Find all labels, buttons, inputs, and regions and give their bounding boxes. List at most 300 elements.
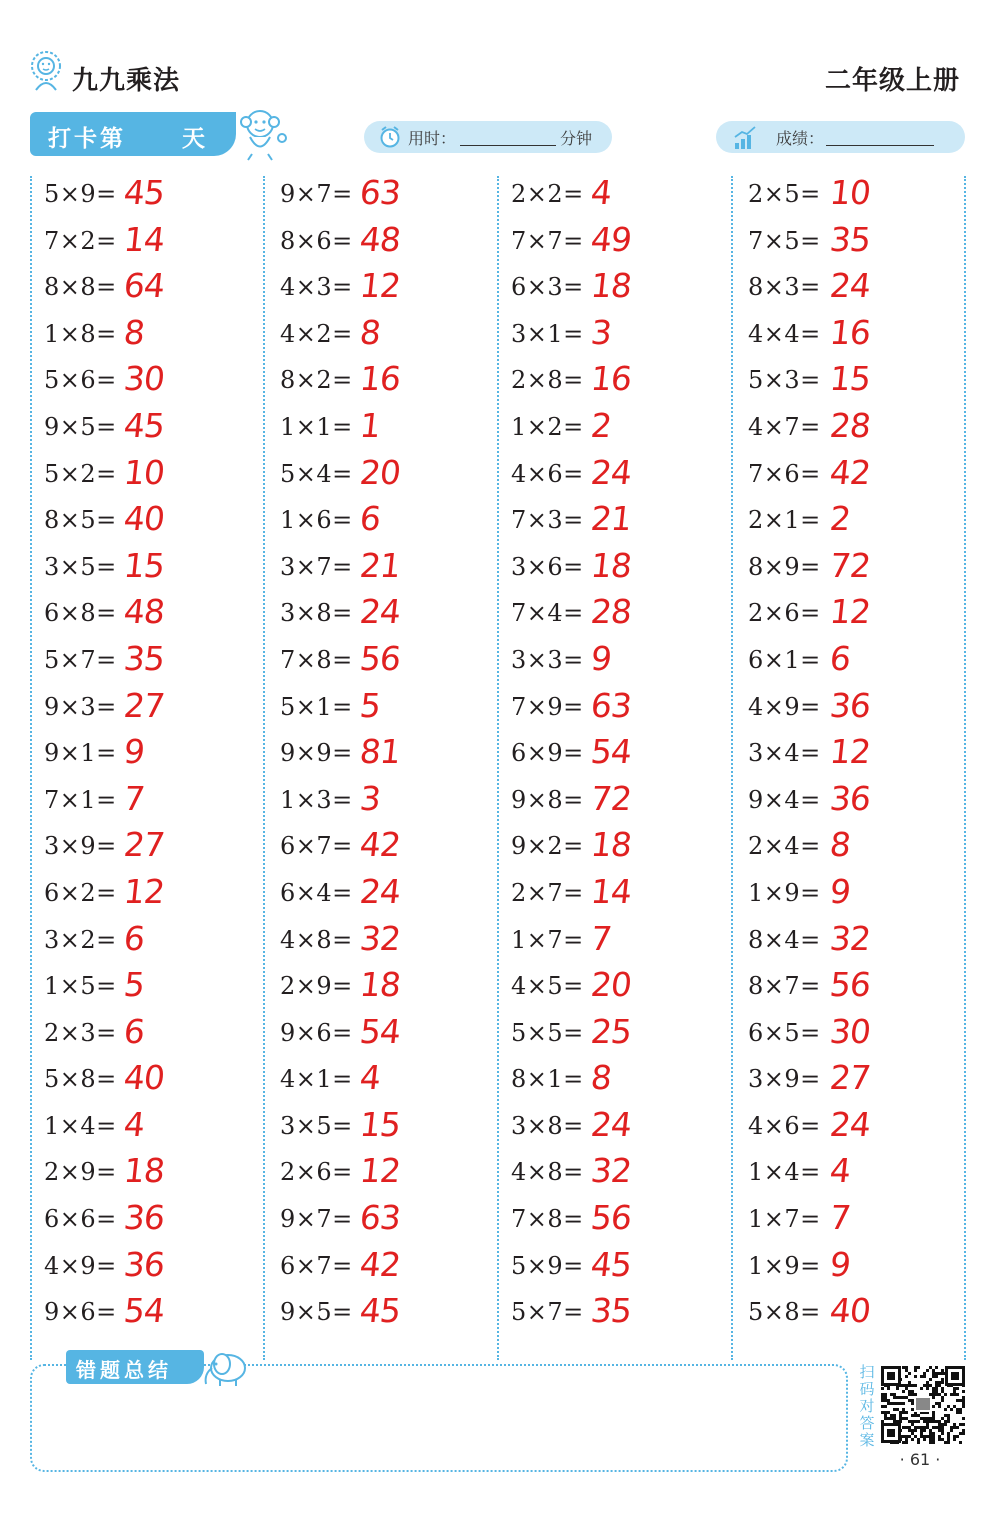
problem-column-3 <box>511 172 726 1337</box>
handwritten-answer: 18 <box>588 266 634 306</box>
mistake-summary-label: 错题总结 <box>76 1358 172 1382</box>
problem-question: 3×5= <box>44 552 117 581</box>
handwritten-answer: 24 <box>588 1104 634 1144</box>
problem-question: 8×3= <box>748 273 821 302</box>
problem-question: 4×6= <box>511 459 584 488</box>
monkey-icon <box>232 104 292 162</box>
handwritten-answer: 5 <box>121 965 147 1005</box>
problem-question: 9×2= <box>511 832 584 861</box>
handwritten-answer: 27 <box>121 685 167 725</box>
problem-question: 1×9= <box>748 878 821 907</box>
handwritten-answer: 25 <box>588 1011 634 1051</box>
problem-question: 1×2= <box>511 412 584 441</box>
handwritten-answer: 4 <box>121 1104 147 1144</box>
handwritten-answer: 63 <box>588 685 634 725</box>
problem-question: 4×6= <box>748 1111 821 1140</box>
problem-question: 8×7= <box>748 972 821 1001</box>
problem-row <box>280 1104 495 1151</box>
handwritten-answer: 45 <box>121 173 167 212</box>
problem-row <box>511 312 726 359</box>
handwritten-answer: 8 <box>357 312 383 352</box>
problem-question: 2×9= <box>280 972 353 1001</box>
problem-question: 6×5= <box>748 1018 821 1047</box>
problem-row <box>748 545 963 592</box>
problem-row <box>280 871 495 918</box>
handwritten-answer: 72 <box>827 545 873 585</box>
handwritten-answer: 48 <box>121 592 167 632</box>
problem-row <box>748 685 963 732</box>
handwritten-answer: 6 <box>121 1011 147 1051</box>
problem-row <box>511 545 726 592</box>
handwritten-answer: 12 <box>827 592 873 632</box>
problem-question: 5×8= <box>748 1298 821 1327</box>
problem-row <box>748 1011 963 1058</box>
problem-row <box>44 731 259 778</box>
handwritten-answer: 28 <box>827 405 873 445</box>
problem-row <box>511 591 726 638</box>
handwritten-answer: 21 <box>588 499 634 539</box>
problem-question: 7×9= <box>511 692 584 721</box>
problem-row <box>511 1104 726 1151</box>
handwritten-answer: 42 <box>357 1244 403 1284</box>
problem-question: 3×2= <box>44 925 117 954</box>
problem-row <box>280 405 495 452</box>
problem-question: 6×1= <box>748 645 821 674</box>
problem-row <box>511 731 726 778</box>
problem-question: 1×8= <box>44 319 117 348</box>
problem-question: 8×5= <box>44 506 117 535</box>
problem-question: 2×4= <box>748 832 821 861</box>
problem-row <box>748 591 963 638</box>
book-title: 九九乘法 <box>72 66 181 96</box>
handwritten-answer: 16 <box>357 359 403 399</box>
problem-question: 6×9= <box>511 739 584 768</box>
problem-question: 3×7= <box>280 552 353 581</box>
problem-row <box>748 1150 963 1197</box>
problem-question: 5×7= <box>511 1298 584 1327</box>
grade-label: 二年级上册 <box>824 66 960 96</box>
problem-row <box>511 358 726 405</box>
problem-row <box>44 871 259 918</box>
handwritten-answer: 15 <box>827 359 873 399</box>
problem-question: 8×9= <box>748 552 821 581</box>
problem-row <box>280 1244 495 1291</box>
handwritten-answer: 9 <box>121 732 147 772</box>
problem-question: 8×6= <box>280 226 353 255</box>
handwritten-answer: 24 <box>357 592 403 632</box>
problem-row <box>44 638 259 685</box>
handwritten-answer: 4 <box>357 1058 383 1098</box>
problem-question: 4×5= <box>511 972 584 1001</box>
handwritten-answer: 42 <box>357 825 403 865</box>
problem-question: 1×6= <box>280 506 353 535</box>
handwritten-answer: 3 <box>588 312 614 352</box>
handwritten-answer: 9 <box>827 871 853 911</box>
handwritten-answer: 18 <box>588 545 634 585</box>
handwritten-answer: 15 <box>357 1104 403 1144</box>
time-field <box>364 121 612 153</box>
handwritten-answer: 14 <box>121 219 167 259</box>
problem-question: 9×9= <box>280 739 353 768</box>
handwritten-answer: 24 <box>588 452 634 492</box>
problem-question: 5×8= <box>44 1065 117 1094</box>
handwritten-answer: 45 <box>121 405 167 445</box>
problem-row <box>748 964 963 1011</box>
problem-row <box>511 1057 726 1104</box>
problem-row <box>280 731 495 778</box>
problem-question: 6×2= <box>44 878 117 907</box>
handwritten-answer: 48 <box>357 219 403 259</box>
handwritten-answer: 16 <box>588 359 634 399</box>
problem-question: 6×7= <box>280 832 353 861</box>
problem-row <box>44 1244 259 1291</box>
problem-row <box>44 219 259 266</box>
problem-question: 3×8= <box>280 599 353 628</box>
problem-row <box>280 312 495 359</box>
problem-row <box>748 778 963 825</box>
problem-row <box>748 1244 963 1291</box>
problem-question: 6×6= <box>44 1205 117 1234</box>
problem-question: 4×8= <box>280 925 353 954</box>
handwritten-answer: 8 <box>121 312 147 352</box>
problem-question: 5×4= <box>280 459 353 488</box>
column-divider <box>30 176 32 1360</box>
problem-question: 9×1= <box>44 739 117 768</box>
problem-question: 9×5= <box>280 1298 353 1327</box>
problem-row <box>280 638 495 685</box>
problem-question: 9×6= <box>280 1018 353 1047</box>
handwritten-answer: 1 <box>357 405 383 445</box>
column-divider <box>263 176 265 1360</box>
handwritten-answer: 5 <box>357 685 383 725</box>
handwritten-answer: 72 <box>588 778 634 818</box>
handwritten-answer: 63 <box>357 1198 403 1238</box>
problem-row <box>44 265 259 312</box>
problem-question: 6×3= <box>511 273 584 302</box>
handwritten-answer: 36 <box>121 1244 167 1284</box>
problem-question: 1×7= <box>511 925 584 954</box>
column-divider <box>731 176 733 1360</box>
problem-row <box>748 172 963 219</box>
problem-row <box>748 638 963 685</box>
handwritten-answer: 36 <box>827 778 873 818</box>
checkin-day-suffix: 天 <box>182 126 205 152</box>
handwritten-answer: 15 <box>121 545 167 585</box>
handwritten-answer: 9 <box>588 638 614 678</box>
qr-code-icon[interactable] <box>880 1366 966 1444</box>
problem-question: 3×4= <box>748 739 821 768</box>
problem-row <box>511 1197 726 1244</box>
handwritten-answer: 24 <box>827 1104 873 1144</box>
handwritten-answer: 24 <box>357 871 403 911</box>
handwritten-answer: 54 <box>588 732 634 772</box>
problem-question: 3×8= <box>511 1111 584 1140</box>
problem-question: 6×7= <box>280 1251 353 1280</box>
problem-row <box>280 1150 495 1197</box>
problem-row <box>44 964 259 1011</box>
problem-question: 3×5= <box>280 1111 353 1140</box>
handwritten-answer: 64 <box>121 266 167 306</box>
problem-row <box>511 1150 726 1197</box>
problem-row <box>511 824 726 871</box>
time-label: 用时： <box>408 129 457 148</box>
handwritten-answer: 56 <box>827 965 873 1005</box>
handwritten-answer: 12 <box>357 1151 403 1191</box>
problem-row <box>280 918 495 965</box>
problem-question: 1×4= <box>748 1158 821 1187</box>
problem-row <box>748 1104 963 1151</box>
problem-question: 4×9= <box>748 692 821 721</box>
problem-row <box>44 918 259 965</box>
problem-question: 2×6= <box>280 1158 353 1187</box>
problem-row <box>44 1290 259 1337</box>
score-input-line[interactable] <box>826 145 934 146</box>
problem-question: 3×6= <box>511 552 584 581</box>
handwritten-answer: 8 <box>588 1058 614 1098</box>
checkin-banner <box>30 112 236 156</box>
problem-question: 2×5= <box>748 180 821 208</box>
problem-row <box>511 219 726 266</box>
problem-column-1 <box>44 172 259 1337</box>
problem-question: 2×1= <box>748 506 821 535</box>
handwritten-answer: 7 <box>827 1198 853 1238</box>
problem-question: 7×6= <box>748 459 821 488</box>
problem-question: 7×8= <box>511 1205 584 1234</box>
problem-row <box>748 265 963 312</box>
handwritten-answer: 10 <box>121 452 167 492</box>
problem-question: 4×9= <box>44 1251 117 1280</box>
problem-row <box>44 1104 259 1151</box>
problem-row <box>280 591 495 638</box>
problem-row <box>280 1057 495 1104</box>
problem-row <box>748 918 963 965</box>
problem-row <box>748 452 963 499</box>
handwritten-answer: 35 <box>121 638 167 678</box>
problem-row <box>511 265 726 312</box>
handwritten-answer: 7 <box>121 778 147 818</box>
problem-row <box>511 1244 726 1291</box>
page-number: · 61 · <box>899 1450 941 1469</box>
problem-question: 1×4= <box>44 1111 117 1140</box>
problem-row <box>280 265 495 312</box>
problem-row <box>280 545 495 592</box>
problem-question: 5×6= <box>44 366 117 395</box>
problem-row <box>44 312 259 359</box>
problem-row <box>44 824 259 871</box>
problem-column-2 <box>280 172 495 1337</box>
problem-question: 7×2= <box>44 226 117 255</box>
handwritten-answer: 30 <box>827 1011 873 1051</box>
problem-question: 2×7= <box>511 878 584 907</box>
handwritten-answer: 54 <box>121 1291 167 1331</box>
handwritten-answer: 6 <box>121 918 147 958</box>
time-input-line[interactable] <box>460 145 556 146</box>
problem-question: 8×4= <box>748 925 821 954</box>
problem-row <box>748 824 963 871</box>
problem-row <box>280 1197 495 1244</box>
problem-question: 9×4= <box>748 785 821 814</box>
handwritten-answer: 2 <box>827 499 853 539</box>
problem-row <box>748 219 963 266</box>
handwritten-answer: 32 <box>357 918 403 958</box>
problem-row <box>748 871 963 918</box>
problem-row <box>280 498 495 545</box>
problem-row <box>44 405 259 452</box>
problem-question: 3×3= <box>511 645 584 674</box>
handwritten-answer: 27 <box>827 1058 873 1098</box>
handwritten-answer: 40 <box>121 499 167 539</box>
problem-row <box>748 1197 963 1244</box>
handwritten-answer: 12 <box>357 266 403 306</box>
problem-question: 2×8= <box>511 366 584 395</box>
problem-question: 3×9= <box>748 1065 821 1094</box>
problem-question: 1×5= <box>44 972 117 1001</box>
mistake-summary-tag <box>66 1350 204 1384</box>
problem-question: 7×7= <box>511 226 584 255</box>
handwritten-answer: 36 <box>827 685 873 725</box>
handwritten-answer: 6 <box>827 638 853 678</box>
time-unit: 分钟 <box>560 129 593 148</box>
problem-row <box>748 405 963 452</box>
problem-question: 6×4= <box>280 878 353 907</box>
elephant-icon <box>198 1344 254 1388</box>
problem-question: 5×7= <box>44 645 117 674</box>
problem-row <box>748 358 963 405</box>
handwritten-answer: 6 <box>357 499 383 539</box>
problem-row <box>44 778 259 825</box>
handwritten-answer: 35 <box>827 219 873 259</box>
problem-row <box>44 358 259 405</box>
problem-question: 8×8= <box>44 273 117 302</box>
lion-logo-icon <box>28 50 64 92</box>
problem-row <box>511 1290 726 1337</box>
problem-row <box>748 498 963 545</box>
scan-for-answers-label: 扫码对答案 <box>859 1363 875 1449</box>
handwritten-answer: 21 <box>357 545 403 585</box>
problem-row <box>44 1197 259 1244</box>
problem-row <box>748 1057 963 1104</box>
handwritten-answer: 28 <box>588 592 634 632</box>
problem-row <box>511 172 726 219</box>
problem-question: 7×4= <box>511 599 584 628</box>
problem-question: 4×2= <box>280 319 353 348</box>
handwritten-answer: 81 <box>357 732 403 772</box>
handwritten-answer: 12 <box>827 732 873 772</box>
handwritten-answer: 35 <box>588 1291 634 1331</box>
handwritten-answer: 36 <box>121 1198 167 1238</box>
problem-question: 1×7= <box>748 1205 821 1234</box>
problem-row <box>511 405 726 452</box>
score-label: 成绩： <box>776 129 825 148</box>
problem-row <box>511 685 726 732</box>
bar-chart-icon <box>732 125 758 151</box>
problem-row <box>280 1290 495 1337</box>
handwritten-answer: 32 <box>827 918 873 958</box>
problem-question: 6×8= <box>44 599 117 628</box>
problem-question: 2×6= <box>748 599 821 628</box>
problem-row <box>44 545 259 592</box>
problem-question: 4×3= <box>280 273 353 302</box>
problem-row <box>511 964 726 1011</box>
handwritten-answer: 9 <box>827 1244 853 1284</box>
problem-row <box>511 452 726 499</box>
handwritten-answer: 14 <box>588 871 634 911</box>
handwritten-answer: 54 <box>357 1011 403 1051</box>
checkin-label: 打卡第 <box>48 126 126 152</box>
score-field <box>716 121 965 153</box>
problem-question: 5×5= <box>511 1018 584 1047</box>
handwritten-answer: 45 <box>357 1291 403 1331</box>
problem-row <box>280 219 495 266</box>
problem-row <box>280 778 495 825</box>
problem-row <box>511 498 726 545</box>
problem-question: 9×3= <box>44 692 117 721</box>
problem-row <box>280 452 495 499</box>
handwritten-answer: 4 <box>827 1151 853 1191</box>
problem-question: 7×1= <box>44 785 117 814</box>
handwritten-answer: 8 <box>827 825 853 865</box>
problem-question: 4×1= <box>280 1065 353 1094</box>
problem-question: 9×7= <box>280 1205 353 1234</box>
handwritten-answer: 24 <box>827 266 873 306</box>
handwritten-answer: 30 <box>121 359 167 399</box>
handwritten-answer: 7 <box>588 918 614 958</box>
handwritten-answer: 42 <box>827 452 873 492</box>
problem-question: 9×7= <box>280 180 353 208</box>
handwritten-answer: 56 <box>357 638 403 678</box>
column-divider <box>964 176 966 1360</box>
problem-row <box>280 358 495 405</box>
handwritten-answer: 3 <box>357 778 383 818</box>
problem-question: 3×1= <box>511 319 584 348</box>
problem-question: 5×2= <box>44 459 117 488</box>
problem-row <box>44 1011 259 1058</box>
problem-question: 5×1= <box>280 692 353 721</box>
problem-row <box>511 638 726 685</box>
handwritten-answer: 40 <box>827 1291 873 1331</box>
problem-question: 8×1= <box>511 1065 584 1094</box>
problem-question: 2×3= <box>44 1018 117 1047</box>
problem-row <box>748 1290 963 1337</box>
problem-question: 5×9= <box>511 1251 584 1280</box>
problem-row <box>511 1011 726 1058</box>
problem-row <box>280 172 495 219</box>
handwritten-answer: 27 <box>121 825 167 865</box>
problem-row <box>44 685 259 732</box>
problem-row <box>280 1011 495 1058</box>
problem-row <box>280 824 495 871</box>
handwritten-answer: 40 <box>121 1058 167 1098</box>
problem-row <box>44 591 259 638</box>
problem-question: 9×8= <box>511 785 584 814</box>
problem-question: 1×9= <box>748 1251 821 1280</box>
problem-row <box>511 871 726 918</box>
problem-row <box>511 918 726 965</box>
problem-question: 5×3= <box>748 366 821 395</box>
problem-question: 7×3= <box>511 506 584 535</box>
clock-icon <box>378 125 402 149</box>
handwritten-answer: 12 <box>121 871 167 911</box>
handwritten-answer: 16 <box>827 312 873 352</box>
handwritten-answer: 4 <box>588 173 614 212</box>
column-divider <box>497 176 499 1360</box>
problem-question: 2×9= <box>44 1158 117 1187</box>
handwritten-answer: 18 <box>121 1151 167 1191</box>
handwritten-answer: 49 <box>588 219 634 259</box>
problem-row <box>44 498 259 545</box>
problem-row <box>280 964 495 1011</box>
problem-question: 9×5= <box>44 412 117 441</box>
